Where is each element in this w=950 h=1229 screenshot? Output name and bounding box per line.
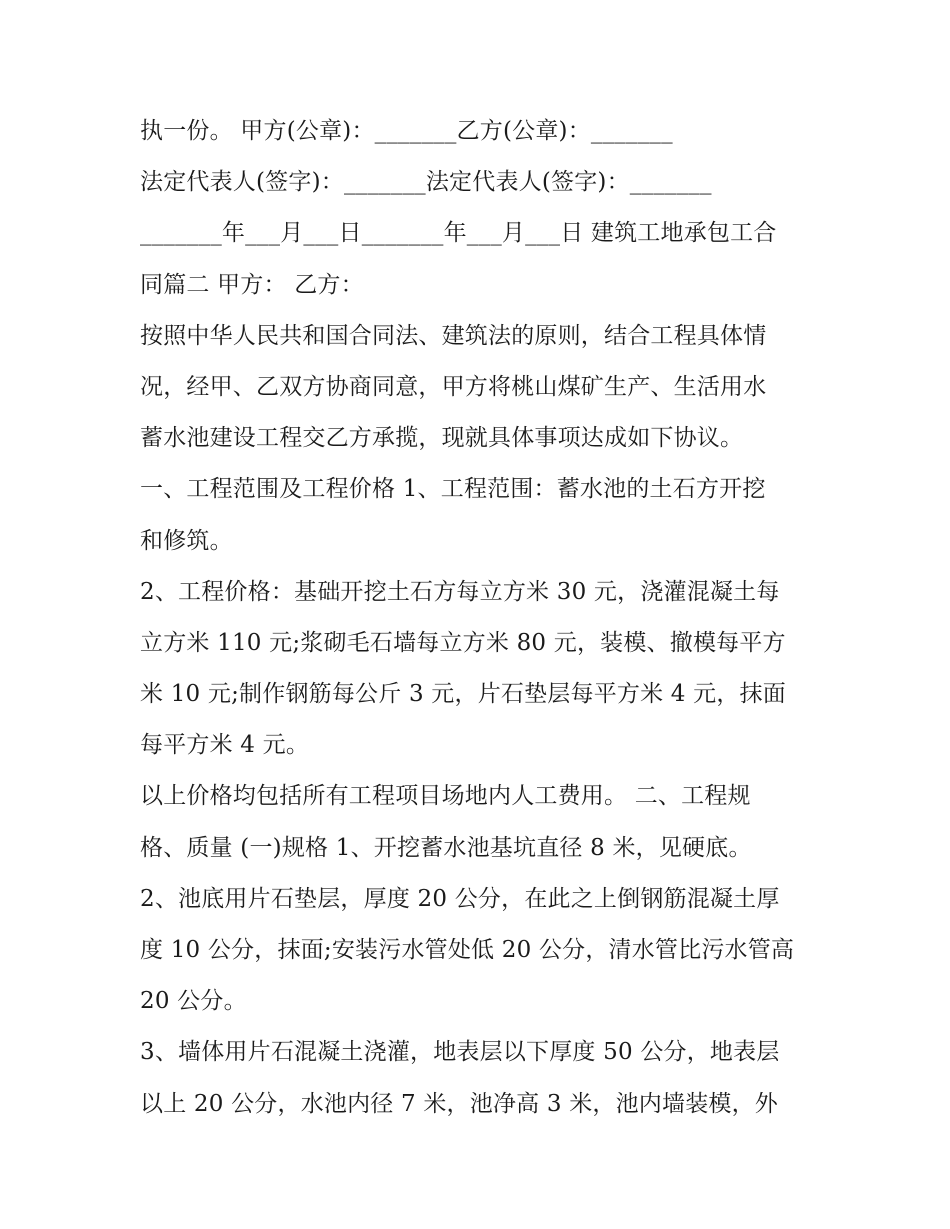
text-line-18: 20 公分。 [140,988,247,1015]
text-line-4: 同篇二 甲方： 乙方： [140,271,364,298]
text-line-9: 和修筑。 [140,527,233,554]
text-line-15: 格、质量 (一)规格 1、开挖蓄水池基坑直径 8 米，见硬底。 [140,834,752,861]
text-line-20: 以上 20 公分，水池内径 7 米，池净高 3 米，池内墙装模，外 [140,1090,778,1117]
text-line-16: 2、池底用片石垫层，厚度 20 公分，在此之上倒钢筋混凝土厚 [140,885,780,912]
text-line-5: 按照中华人民共和国合同法、建筑法的原则，结合工程具体情 [140,322,767,349]
text-line-19: 3、墙体用片石混凝土浇灌，地表层以下厚度 50 公分，地表层 [140,1039,780,1066]
text-line-17: 度 10 公分，抹面;安装污水管处低 20 公分，清水管比污水管高 [140,937,795,963]
text-line-13: 每平方米 4 元。 [140,732,310,759]
text-line-11: 立方米 110 元;浆砌毛石墙每立方米 80 元，装模、撤模每平方 [140,629,786,656]
text-line-7: 蓄水池建设工程交乙方承揽，现就具体事项达成如下协议。 [140,425,744,452]
document-body [140,106,820,1130]
text-line-3: _______年___月___日_______年___月___日 建筑工地承包工合 [140,220,777,247]
text-line-14: 以上价格均包括所有工程项目场地内人工费用。 二、工程规 [140,783,751,810]
text-line-8: 一、工程范围及工程价格 1、工程范围：蓄水池的土石方开挖 [140,476,766,503]
text-line-12: 米 10 元;制作钢筋每公斤 3 元，片石垫层每平方米 4 元，抹面 [140,681,786,708]
text-line-1: 执一份。 甲方(公章)：_______乙方(公章)：_______ [140,118,673,144]
text-line-6: 况，经甲、乙双方协商同意，甲方将桃山煤矿生产、生活用水 [140,373,767,400]
text-line-10: 2、工程价格：基础开挖土石方每立方米 30 元，浇灌混凝土每 [140,578,780,605]
text-line-2: 法定代表人(签字)：_______法定代表人(签字)：_______ [140,169,712,196]
